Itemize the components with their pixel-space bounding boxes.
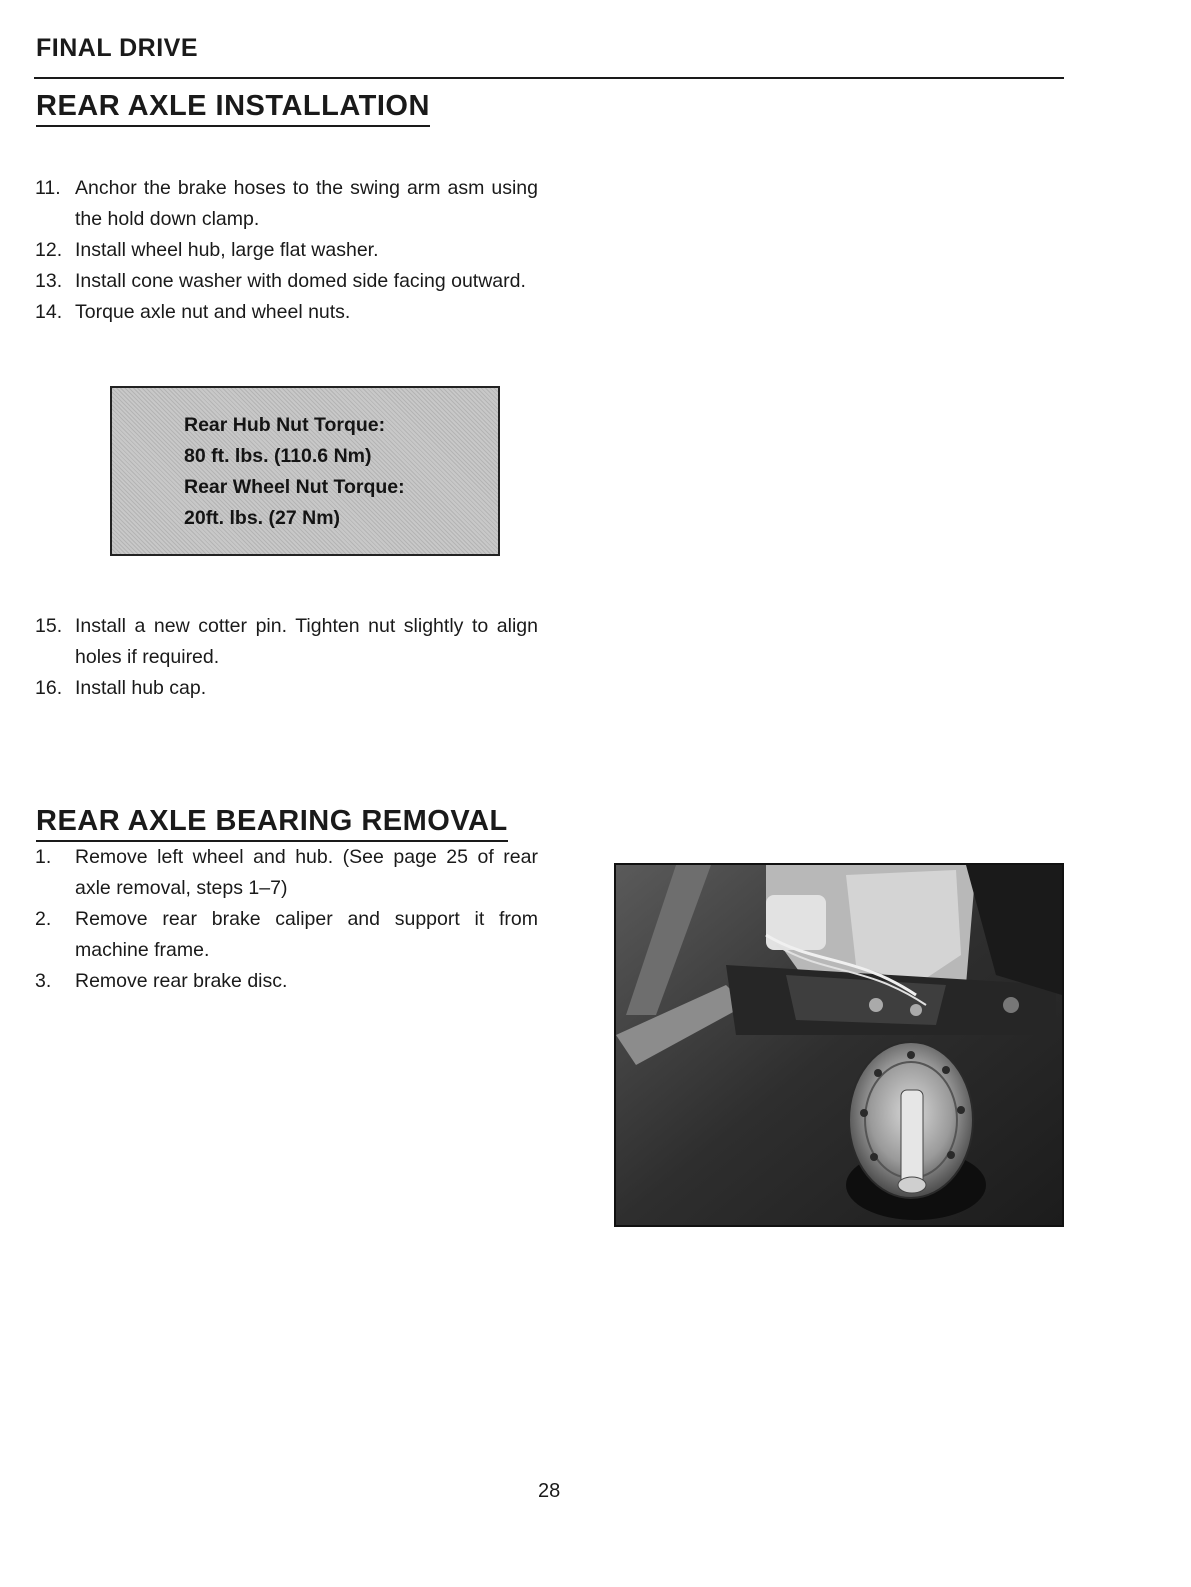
step-item [35, 235, 538, 266]
step-number: 12. [35, 239, 63, 261]
step-text: Install a new cotter pin. Tighten nut slightly to align holes if required. [75, 615, 538, 668]
hub-nut-torque-label: Rear Hub Nut Torque: [184, 414, 386, 436]
step-text: Remove left wheel and hub. (See page 25 of rear axle removal, steps 1–7) [75, 846, 538, 899]
step-item [35, 673, 538, 704]
page-number: 28 [538, 1480, 561, 1502]
step-item [35, 904, 538, 966]
step-text: Install hub cap. [75, 677, 207, 699]
torque-spec-lines [184, 410, 405, 534]
bearing-removal-steps-list [35, 842, 538, 997]
installation-steps-list-continued [35, 611, 538, 704]
step-item [35, 297, 538, 328]
step-number: 14. [35, 301, 63, 323]
step-text: Install wheel hub, large flat washer. [75, 239, 379, 261]
rear-axle-photo-illustration [616, 865, 1062, 1225]
installation-steps-list [35, 173, 538, 328]
rear-axle-photo [614, 863, 1064, 1227]
torque-spec-box [110, 386, 500, 556]
step-number: 13. [35, 270, 63, 292]
step-number: 3. [35, 970, 52, 992]
wheel-nut-torque-value: 20ft. lbs. (27 Nm) [184, 507, 341, 529]
step-text: Torque axle nut and wheel nuts. [75, 301, 351, 323]
step-item [35, 842, 538, 904]
step-text: Anchor the brake hoses to the swing arm asm using the hold down clamp. [75, 177, 538, 230]
bearing-removal-title: REAR AXLE BEARING REMOVAL [36, 807, 508, 842]
step-text: Remove rear brake disc. [75, 970, 288, 992]
step-number: 15. [35, 615, 63, 637]
installation-title: REAR AXLE INSTALLATION [36, 92, 430, 127]
step-number: 11. [35, 177, 61, 199]
step-number: 1. [35, 846, 52, 868]
step-item [35, 966, 538, 997]
wheel-nut-torque-label: Rear Wheel Nut Torque: [184, 476, 405, 498]
step-text: Install cone washer with domed side facing outward. [75, 270, 526, 292]
step-item [35, 266, 538, 297]
header-rule [34, 77, 1064, 79]
hub-nut-torque-value: 80 ft. lbs. (110.6 Nm) [184, 445, 372, 467]
step-text: Remove rear brake caliper and support it from machine frame. [75, 908, 538, 961]
step-item [35, 173, 538, 235]
step-number: 2. [35, 908, 52, 930]
step-number: 16. [35, 677, 63, 699]
step-item [35, 611, 538, 673]
section-header: FINAL DRIVE [36, 34, 198, 62]
